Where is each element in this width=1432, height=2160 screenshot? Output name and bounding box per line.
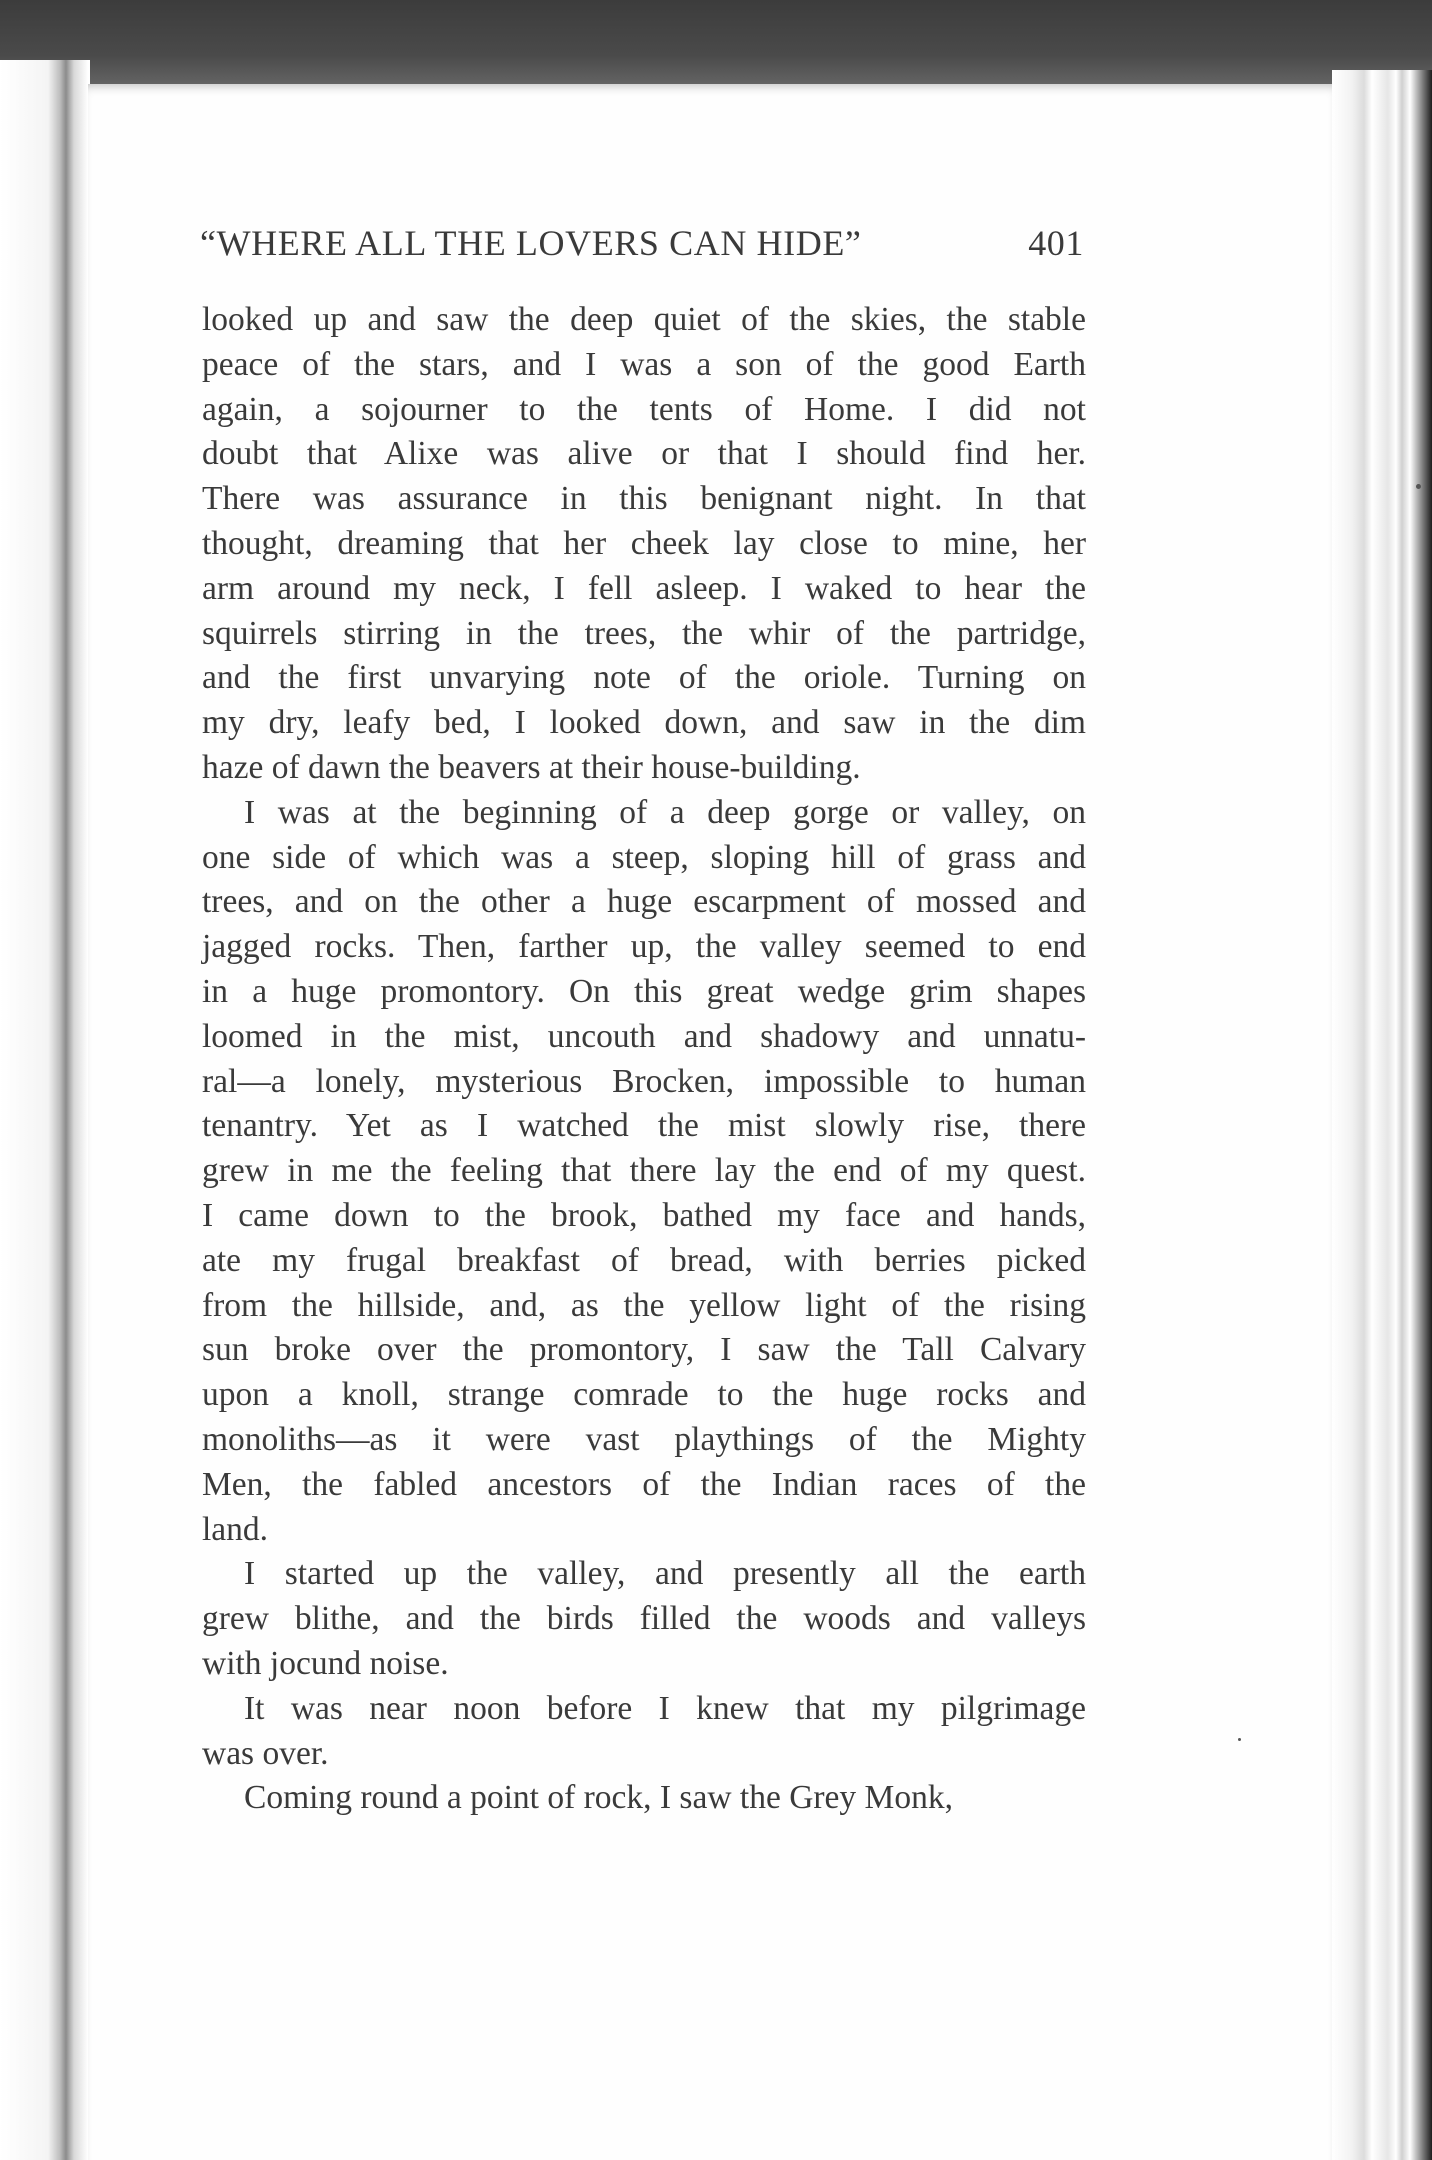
text-line: upon a knoll, strange comrade to the huge rocks and xyxy=(202,1376,1086,1414)
text-line: land. xyxy=(202,1510,269,1548)
text-line: peace of the stars, and I was a son of the good Earth xyxy=(202,345,1086,383)
body-text xyxy=(202,298,1086,1821)
text-line: Coming round a point of rock, I saw the Grey Monk, xyxy=(244,1779,953,1817)
text-line: and the first unvarying note of the oriole. Turning on xyxy=(202,659,1086,697)
book-gutter xyxy=(0,60,90,2160)
text-line: again, a sojourner to the tents of Home. I did not xyxy=(202,390,1086,428)
text-line: one side of which was a steep, sloping hill of grass and xyxy=(202,838,1086,876)
text-line: with jocund noise. xyxy=(202,1644,449,1682)
text-line: ral—a lonely, mysterious Brocken, impossible to human xyxy=(202,1062,1086,1100)
text-line: trees, and on the other a huge escarpment of mossed and xyxy=(202,883,1086,921)
scan-speck xyxy=(1238,1738,1241,1741)
scan-speck xyxy=(1416,484,1421,489)
page-edges xyxy=(1332,70,1432,2160)
running-header xyxy=(200,222,1084,278)
text-line: was over. xyxy=(202,1734,329,1772)
text-line: my dry, leafy bed, I looked down, and saw in the dim xyxy=(202,704,1086,742)
page-number: 401 xyxy=(1028,223,1084,263)
text-line: monoliths—as it were vast playthings of the Mighty xyxy=(202,1420,1086,1458)
text-line: There was assurance in this benignant night. In that xyxy=(202,480,1086,518)
text-line: looked up and saw the deep quiet of the skies, the stable xyxy=(202,301,1086,338)
text-line: Men, the fabled ancestors of the Indian races of the xyxy=(202,1465,1086,1503)
text-line: arm around my neck, I fell asleep. I waked to hear the xyxy=(202,569,1086,607)
text-line: grew blithe, and the birds filled the woods and valleys xyxy=(202,1600,1086,1638)
text-line: thought, dreaming that her cheek lay close to mine, her xyxy=(202,524,1086,562)
text-line: loomed in the mist, uncouth and shadowy and unnatu- xyxy=(202,1017,1086,1055)
text-line: It was near noon before I knew that my pilgrimage xyxy=(244,1689,1086,1727)
text-line: I started up the valley, and presently all the earth xyxy=(244,1555,1086,1593)
text-line: doubt that Alixe was alive or that I should find her. xyxy=(202,435,1086,473)
text-line: haze of dawn the beavers at their house-building. xyxy=(202,748,861,786)
text-line: from the hillside, and, as the yellow light of the rising xyxy=(202,1286,1086,1324)
text-line: tenantry. Yet as I watched the mist slowly rise, there xyxy=(202,1107,1086,1145)
text-line: jagged rocks. Then, farther up, the valley seemed to end xyxy=(202,928,1086,966)
text-line: I was at the beginning of a deep gorge or valley, on xyxy=(244,793,1086,831)
text-line: squirrels stirring in the trees, the whir of the partridge, xyxy=(202,614,1086,652)
text-line: sun broke over the promontory, I saw the Tall Calvary xyxy=(202,1331,1086,1369)
running-title: “WHERE ALL THE LOVERS CAN HIDE” xyxy=(200,223,862,263)
text-line: ate my frugal breakfast of bread, with berries picked xyxy=(202,1241,1086,1279)
text-line: I came down to the brook, bathed my face and hands, xyxy=(202,1196,1086,1234)
text-line: grew in me the feeling that there lay the end of my quest. xyxy=(202,1152,1086,1190)
text-line: in a huge promontory. On this great wedge grim shapes xyxy=(202,972,1086,1010)
scanner-backdrop xyxy=(0,0,1432,92)
